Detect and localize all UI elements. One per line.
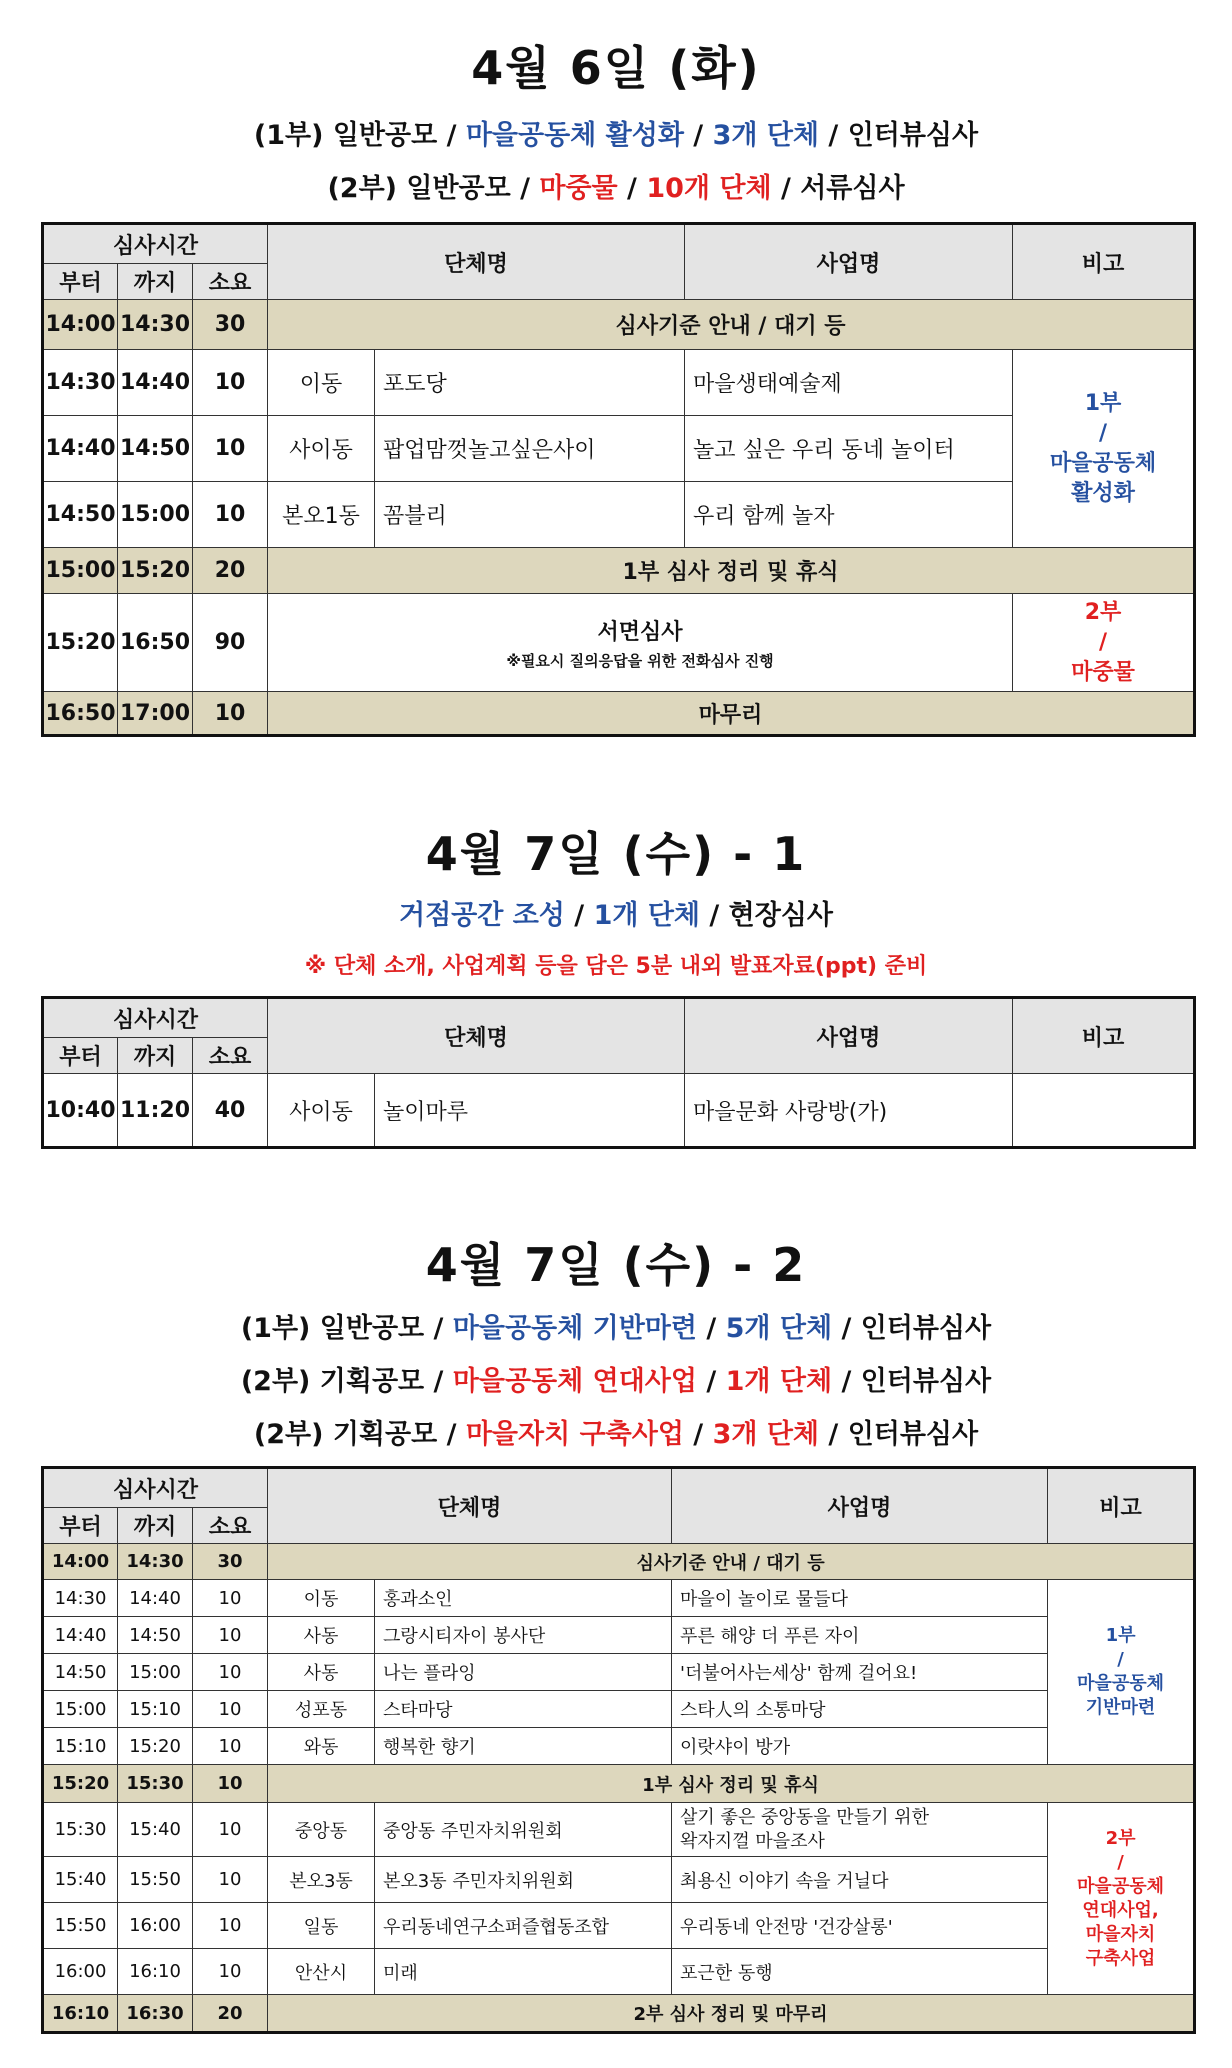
table-row: 16:00 16:10 10 안산시 미래 포근한 동행 (43, 1949, 1195, 1995)
day1-schedule-table: 심사시간 단체명 사업명 비고 부터 까지 소요 14:00 14:30 30 심사기준 안내 / 대기 등 14:30 14:40 10 이동 포도당 마을생태예술제 1부 / 마을공동체 활성화 14:40 14:50 10 사이동 팝업맘껏놀고싶은사이 놀고 싶은 우리 동네 놀이터 14:50 15:00 10 본오1동 꼼블리 우리 함께 놀자 15:00 15:20 20 1부 심사 정리 및 휴식 15:20 16:50 90 서면심사 ※필요시 질의응답을 위한 전화심사 진행 2부 / 마중물 16:50 17:00 10 마무리 (41, 222, 1196, 737)
remark-part1: 1부 / 마을공동체 기반마련 (1048, 1580, 1195, 1765)
table-row: 15:00 15:20 20 1부 심사 정리 및 휴식 (43, 548, 1195, 594)
remark-part2: 2부 / 마을공동체 연대사업, 마을자치 구축사업 (1048, 1803, 1195, 1995)
table-row: 14:00 14:30 30 심사기준 안내 / 대기 등 (43, 300, 1195, 350)
presentation-note: ※ 단체 소개, 사업계획 등을 담은 5분 내외 발표자료(ppt) 준비 (304, 954, 928, 979)
category-label: 마을공동체 활성화 (465, 120, 684, 151)
table-row: 14:40 14:50 10 사동 그랑시티자이 봉사단 푸른 해양 더 푸른 자이 (43, 1617, 1195, 1654)
table-row: 16:10 16:30 20 2부 심사 정리 및 마무리 (43, 1995, 1195, 2033)
day2b-line3: (2부) 기획공모 / 마을자치 구축사업 / 3개 단체 / 인터뷰심사 (253, 1419, 979, 1450)
method-label: 인터뷰심사 (847, 120, 979, 151)
table-row: 15:50 16:00 10 일동 우리동네연구소퍼즐협동조합 우리동네 안전망 '건강살롱' (43, 1903, 1195, 1949)
table-row: 14:40 14:50 10 사이동 팝업맘껏놀고싶은사이 놀고 싶은 우리 동네 놀이터 (43, 416, 1195, 482)
day2b-line1: (1부) 일반공모 / 마을공동체 기반마련 / 5개 단체 / 인터뷰심사 (240, 1313, 992, 1344)
table-row: 15:20 15:30 10 1부 심사 정리 및 휴식 (43, 1765, 1195, 1803)
day2b-line2: (2부) 기획공모 / 마을공동체 연대사업 / 1개 단체 / 인터뷰심사 (240, 1366, 992, 1397)
table-row: 14:30 14:40 10 이동 포도당 마을생태예술제 1부 / 마을공동체 활성화 (43, 350, 1195, 416)
part-label: (1부) 일반공모 (253, 120, 438, 151)
day2a-schedule-table: 심사시간 단체명 사업명 비고 부터 까지 소요 10:40 11:20 40 사이동 놀이마루 마을문화 사랑방(가) (41, 996, 1196, 1149)
table-row: 10:40 11:20 40 사이동 놀이마루 마을문화 사랑방(가) (43, 1074, 1195, 1148)
table-row: 15:20 16:50 90 서면심사 ※필요시 질의응답을 위한 전화심사 진행 2부 / 마중물 (43, 594, 1195, 692)
table-row: 14:00 14:30 30 심사기준 안내 / 대기 등 (43, 1544, 1195, 1580)
table-row: 16:50 17:00 10 마무리 (43, 692, 1195, 736)
remark-part2: 2부 / 마중물 (1013, 594, 1195, 692)
count-label: 3개 단체 (712, 120, 820, 151)
table-row: 15:10 15:20 10 와동 행복한 향기 이랏샤이 방가 (43, 1728, 1195, 1765)
table-row: 14:30 14:40 10 이동 홍과소인 마을이 놀이로 물들다 1부 / 마을공동체 기반마련 (43, 1580, 1195, 1617)
day1-title: 4월 6일 (화) (471, 41, 761, 95)
table-row: 15:00 15:10 10 성포동 스타마당 스타人의 소통마당 (43, 1691, 1195, 1728)
table-row: 14:50 15:00 10 본오1동 꼼블리 우리 함께 놀자 (43, 482, 1195, 548)
table-row: 14:50 15:00 10 사동 나는 플라잉 '더불어사는세상' 함께 걸어요! (43, 1654, 1195, 1691)
remark-part1: 1부 / 마을공동체 활성화 (1013, 350, 1195, 548)
day2a-line1: 거점공간 조성 / 1개 단체 / 현장심사 (398, 900, 833, 931)
day2a-title: 4월 7일 (수) - 1 (425, 827, 807, 881)
day1-line1: (1부) 일반공모 / 마을공동체 활성화 / 3개 단체 / 인터뷰심사 (253, 120, 979, 151)
table-row: 15:40 15:50 10 본오3동 본오3동 주민자치위원회 최용신 이야기 속을 거닐다 (43, 1857, 1195, 1903)
day2b-schedule-table: 심사시간 단체명 사업명 비고 부터 까지 소요 14:00 14:30 30 심사기준 안내 / 대기 등 14:30 14:40 10 이동 홍과소인 마을이 놀이로 물들다 1부 / 마을공동체 기반마련 14:40 14:50 10 사동 그랑시티자이 봉사단 푸른 해양 더 푸른 자이 14:50 15:00 10 사동 나는 플라잉 '더불어사는세상' 함께 걸어요! 15:00 15:10 10 성포동 스타마당 스타人의 소통마당 15:10 15:20 10 와동 행복한 향기 이랏샤이 방가 15:20 15:30 10 1부 심사 정리 및 휴식 15:30 15:40 10 중앙동 중앙동 주민자치위원회 살기 좋은 중앙동을 만들기 위한 왁자지껄 마을조사 2부 / 마을공동체 연대사업, 마을자치 구축사업 15:40 15:50 10 본오3동 본오3동 주민자치위원회 최용신 이야기 속을 거닐다 15:50 16:00 10 일동 우리동네연구소퍼즐협동조합 우리동네 안전망 '건강살롱' 16:00 16:10 10 안산시 미래 포근한 동행 16:10 16:30 20 2부 심사 정리 및 마무리 (41, 1466, 1196, 2034)
day1-line2: (2부) 일반공모 / 마중물 / 10개 단체 / 서류심사 (327, 173, 905, 204)
table-row: 15:30 15:40 10 중앙동 중앙동 주민자치위원회 살기 좋은 중앙동을 만들기 위한 왁자지껄 마을조사 2부 / 마을공동체 연대사업, 마을자치 구축사업 (43, 1803, 1195, 1857)
day2b-title: 4월 7일 (수) - 2 (425, 1238, 807, 1292)
